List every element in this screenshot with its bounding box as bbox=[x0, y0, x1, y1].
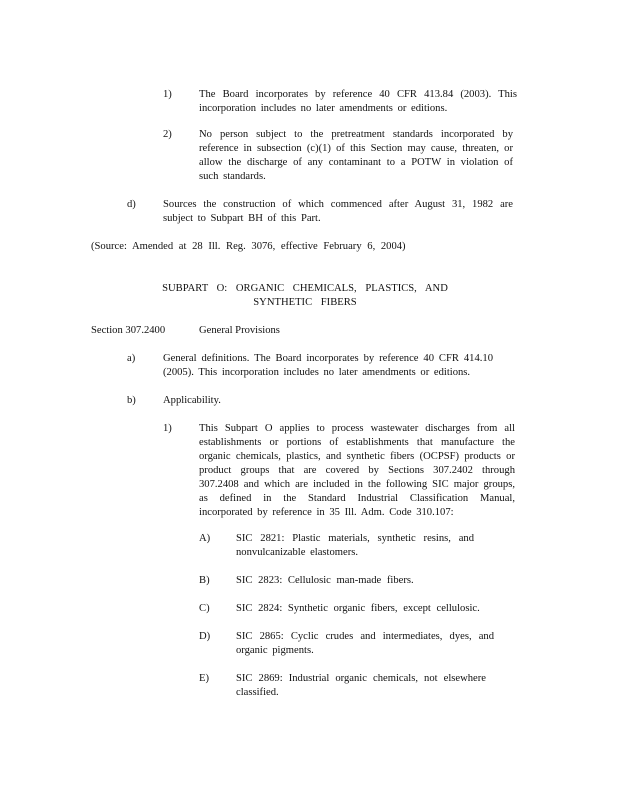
item-b1-marker: 1) bbox=[163, 423, 172, 434]
item-2-marker: 2) bbox=[163, 129, 172, 140]
sic-d-marker: D) bbox=[199, 631, 211, 642]
subpart-heading-line-2: SYNTHETIC FIBERS bbox=[253, 297, 357, 308]
item-d-text: Sources the construction of which commenced after August 31, 1982 are subject to Subpart BH of this Part. bbox=[163, 199, 513, 224]
section-number: Section 307.2400 bbox=[91, 325, 166, 336]
item-d-marker: d) bbox=[127, 199, 136, 210]
item-a-text: General definitions. The Board incorporates by reference 40 CFR 414.10 (2005). This incorporation includes no later amendments or editions. bbox=[163, 353, 493, 378]
sic-c-text: SIC 2824: Synthetic organic fibers, except cellulosic. bbox=[236, 603, 480, 614]
sic-e-marker: E) bbox=[199, 673, 209, 684]
sic-c-marker: C) bbox=[199, 603, 210, 614]
source-note: (Source: Amended at 28 Ill. Reg. 3076, effective February 6, 2004) bbox=[91, 241, 406, 252]
sic-e-text: SIC 2869: Industrial organic chemicals, not elsewhere classified. bbox=[236, 673, 486, 698]
item-b1-text: This Subpart O applies to process wastewater discharges from all establishments or portions of establishments that manufacture the organic chemicals, plastics, and synthetic fibers (OCPSF) products or product groups that are covered by Sections 307.2402 through 307.2408 and which are included in the following SIC major groups, as defined in the Standard Industrial Classification Manual, incorporated by reference in 35 Ill. Adm. Code 310.107: bbox=[199, 423, 515, 518]
item-2-text: No person subject to the pretreatment standards incorporated by reference in subsection (c)(1) of this Section may cause, threaten, or allow the discharge of any contaminant to a POTW in violation of such standards. bbox=[199, 129, 513, 182]
sic-b-marker: B) bbox=[199, 575, 210, 586]
section-title: General Provisions bbox=[199, 325, 280, 336]
subpart-heading-line-1: SUBPART O: ORGANIC CHEMICALS, PLASTICS, AND bbox=[162, 283, 448, 294]
sic-d-text: SIC 2865: Cyclic crudes and intermediates, dyes, and organic pigments. bbox=[236, 631, 494, 656]
sic-a-marker: A) bbox=[199, 533, 211, 544]
sic-b-text: SIC 2823: Cellulosic man-made fibers. bbox=[236, 575, 414, 586]
item-1-text: The Board incorporates by reference 40 CFR 413.84 (2003). This incorporation includes no later amendments or editions. bbox=[199, 89, 517, 114]
sic-a-text: SIC 2821: Plastic materials, synthetic resins, and nonvulcanizable elastomers. bbox=[236, 533, 474, 558]
item-a-marker: a) bbox=[127, 353, 136, 364]
item-1-marker: 1) bbox=[163, 89, 172, 100]
item-b-text: Applicability. bbox=[163, 395, 221, 406]
item-b-marker: b) bbox=[127, 395, 136, 406]
